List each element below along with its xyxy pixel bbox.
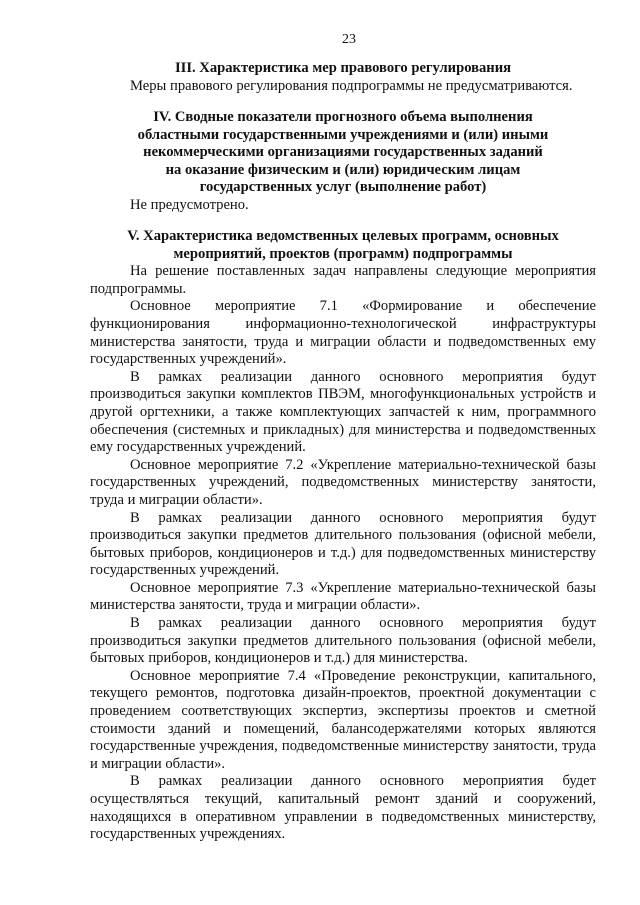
section-4-text: Не предусмотрено. xyxy=(130,196,249,213)
section-5-title-line: мероприятий, проектов (программ) подпрограммы xyxy=(173,245,513,262)
paragraph: Основное мероприятие 7.1 «Формирование и обеспечение функционирования информационно-технологической инфраструктуры министерства занятости, труда и миграции области и подведомственных ему государственных учреждений». xyxy=(90,298,596,368)
paragraph: На решение поставленных задач направлены следующие мероприятия подпрограммы. xyxy=(90,263,596,297)
section-4-title-line: на оказание физическим и (или) юридическим лицам xyxy=(165,161,521,178)
section-4-title-line: некоммерческими организациями государственных заданий xyxy=(143,144,543,161)
section-5-title-line: V. Характеристика ведомственных целевых программ, основных xyxy=(127,228,559,245)
section-3-text: Меры правового регулирования подпрограммы не предусматриваются. xyxy=(130,77,573,94)
section-5-title xyxy=(90,228,596,263)
paragraph: В рамках реализации данного основного мероприятия будут производиться закупки комплектов ПВЭМ, многофункциональных устройств и другой оргтехники, а также комплектующих запчастей к ним, программного обеспечения (системных и прикладных) для министерства и подведомственных ему государственных учреждений. xyxy=(90,368,596,456)
paragraph: В рамках реализации данного основного мероприятия будут производиться закупки предметов длительного пользования (офисной мебели, бытовых приборов, кондиционеров и т.д.) для подведомственных министерству государственных учреждений. xyxy=(90,509,596,579)
paragraph: Основное мероприятие 7.2 «Укрепление материально-технической базы государственных учреждений, подведомственных министерству занятости, труда и миграции области». xyxy=(90,456,596,508)
section-4-title-line: государственных услуг (выполнение работ) xyxy=(199,179,487,196)
paragraph: Основное мероприятие 7.4 «Проведение реконструкции, капитального, текущего ремонтов, подготовка дизайн-проектов, проектной документации с проведением соответствующих экспертиз, экспертизы проектов и сметной стоимости зданий и помещений, балансодержателями которых являются государственные учреждения, подведомственные министерству занятости, труда и миграции области». xyxy=(90,667,596,772)
section-4-title-line: областными государственными учреждениями и (или) иными xyxy=(137,126,549,143)
paragraph: Основное мероприятие 7.3 «Укрепление материально-технической базы министерства занятости, труда и миграции области». xyxy=(90,579,596,614)
section-4-title xyxy=(90,109,596,197)
page-number: 23 xyxy=(342,32,356,47)
section-3-title: III. Характеристика мер правового регулирования xyxy=(174,60,512,76)
section-5-body xyxy=(90,263,596,844)
paragraph: В рамках реализации данного основного мероприятия будут производиться закупки предметов длительного пользования (офисной мебели, бытовых приборов, кондиционеров и т.д.) для министерства. xyxy=(90,615,596,667)
section-4-title-line: IV. Сводные показатели прогнозного объема выполнения xyxy=(153,109,533,126)
paragraph: В рамках реализации данного основного мероприятия будет осуществляться текущий, капитальный ремонт зданий и сооружений, находящихся в оперативном управлении в подведомственных министерству, государственных учреждениях. xyxy=(90,773,596,843)
